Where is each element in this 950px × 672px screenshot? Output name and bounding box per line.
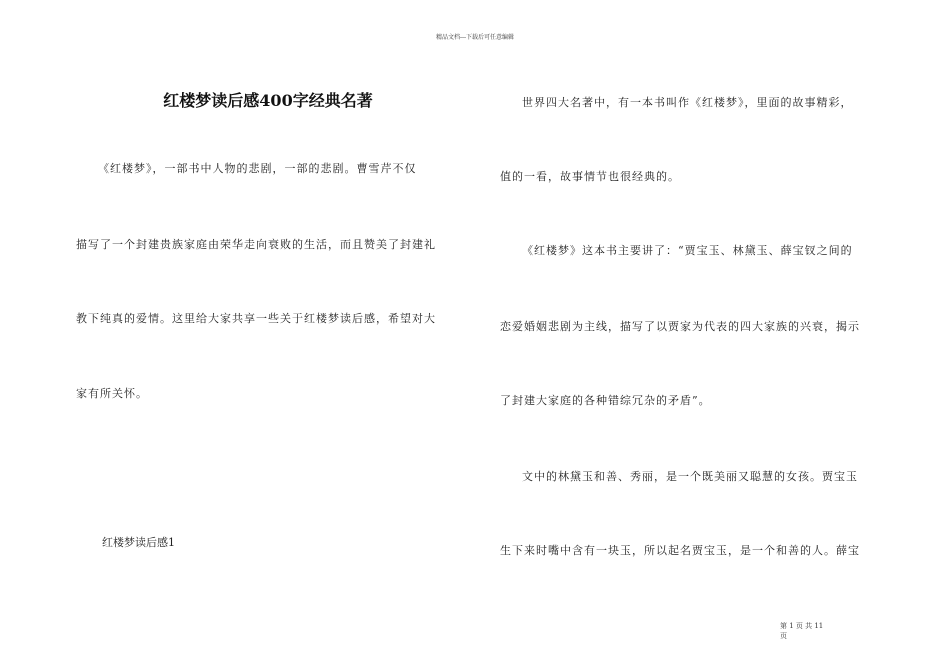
- right-paragraph-line: 了封建大家庭的各种错综冗杂的矛盾”。: [500, 394, 711, 407]
- document-title: 红楼梦读后感400字经典名著: [163, 91, 373, 110]
- left-paragraph-line: 《红楼梦》，一部书中人物的悲剧，一部的悲剧。曹雪芹不仅: [98, 162, 417, 175]
- left-paragraph-line: 家有所关怀。: [76, 387, 148, 400]
- section-heading: 红楼梦读后感1: [102, 536, 175, 549]
- left-paragraph-line: 描写了一个封建贵族家庭由荣华走向衰败的生活，而且赞美了封建礼: [76, 238, 436, 251]
- right-paragraph-line: 生下来时嘴中含有一块玉，所以起名贾宝玉，是一个和善的人。薛宝: [500, 544, 860, 557]
- right-paragraph-line: 世界四大名著中，有一本书叫作《红楼梦》，里面的故事精彩，: [522, 96, 853, 109]
- right-paragraph-line: 恋爱婚姻悲剧为主线，描写了以贾家为代表的四大家族的兴衰，揭示: [500, 320, 860, 333]
- page-header: 精品文档---下载后可任意编辑: [435, 34, 515, 41]
- right-paragraph-line: 文中的林黛玉和善、秀丽，是一个既美丽又聪慧的女孩。贾宝玉: [522, 470, 858, 483]
- left-paragraph-line: 教下纯真的爱情。这里给大家共享一些关于红楼梦读后感，希望对大: [76, 312, 436, 325]
- page-number-footer: [780, 621, 840, 641]
- page-number-line: 页: [780, 632, 787, 640]
- page-number-line: 第 1 页 共 11: [780, 622, 824, 630]
- right-paragraph-line: 《红楼梦》这本书主要讲了：“贾宝玉、林黛玉、薛宝钗之间的: [522, 244, 853, 257]
- right-paragraph-line: 值的一看，故事情节也很经典的。: [500, 170, 680, 183]
